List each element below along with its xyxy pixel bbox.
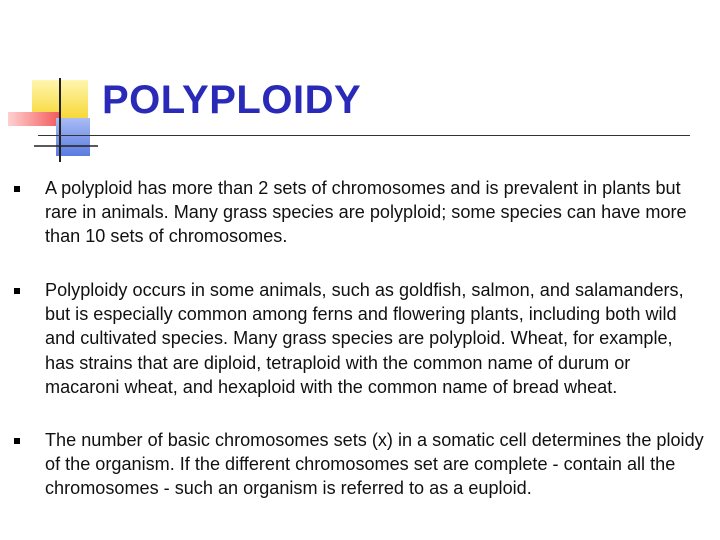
title-underline	[38, 135, 690, 136]
bullet-marker-icon	[14, 186, 20, 192]
deco-red-bar	[8, 112, 60, 126]
bullet-marker-icon	[14, 438, 20, 444]
slide-title: POLYPLOIDY	[102, 78, 362, 122]
bullet-marker-icon	[14, 288, 20, 294]
bullet-text: The number of basic chromosomes sets (x) in a somatic cell determines the ploidy of the organism. If the different chromosomes set are complete - contain all the chromosomes - such an organism is referred to as a euploid.	[45, 430, 704, 499]
deco-blue-square	[56, 118, 90, 156]
bullet-text: A polyploid has more than 2 sets of chromosomes and is prevalent in plants but rare in animals. Many grass species are polyploid; some species can have more than 10 sets of chromosomes.	[45, 178, 687, 247]
bullet-text: Polyploidy occurs in some animals, such as goldfish, salmon, and salamanders, but is especially common among ferns and flowering plants, including both wild and cultivated species. Many grass species are polyploid. Wheat, for example, has strains that are diploid, tetraploid with the common name of durum or macaroni wheat, and hexaploid with the common name of bread wheat.	[45, 280, 684, 397]
